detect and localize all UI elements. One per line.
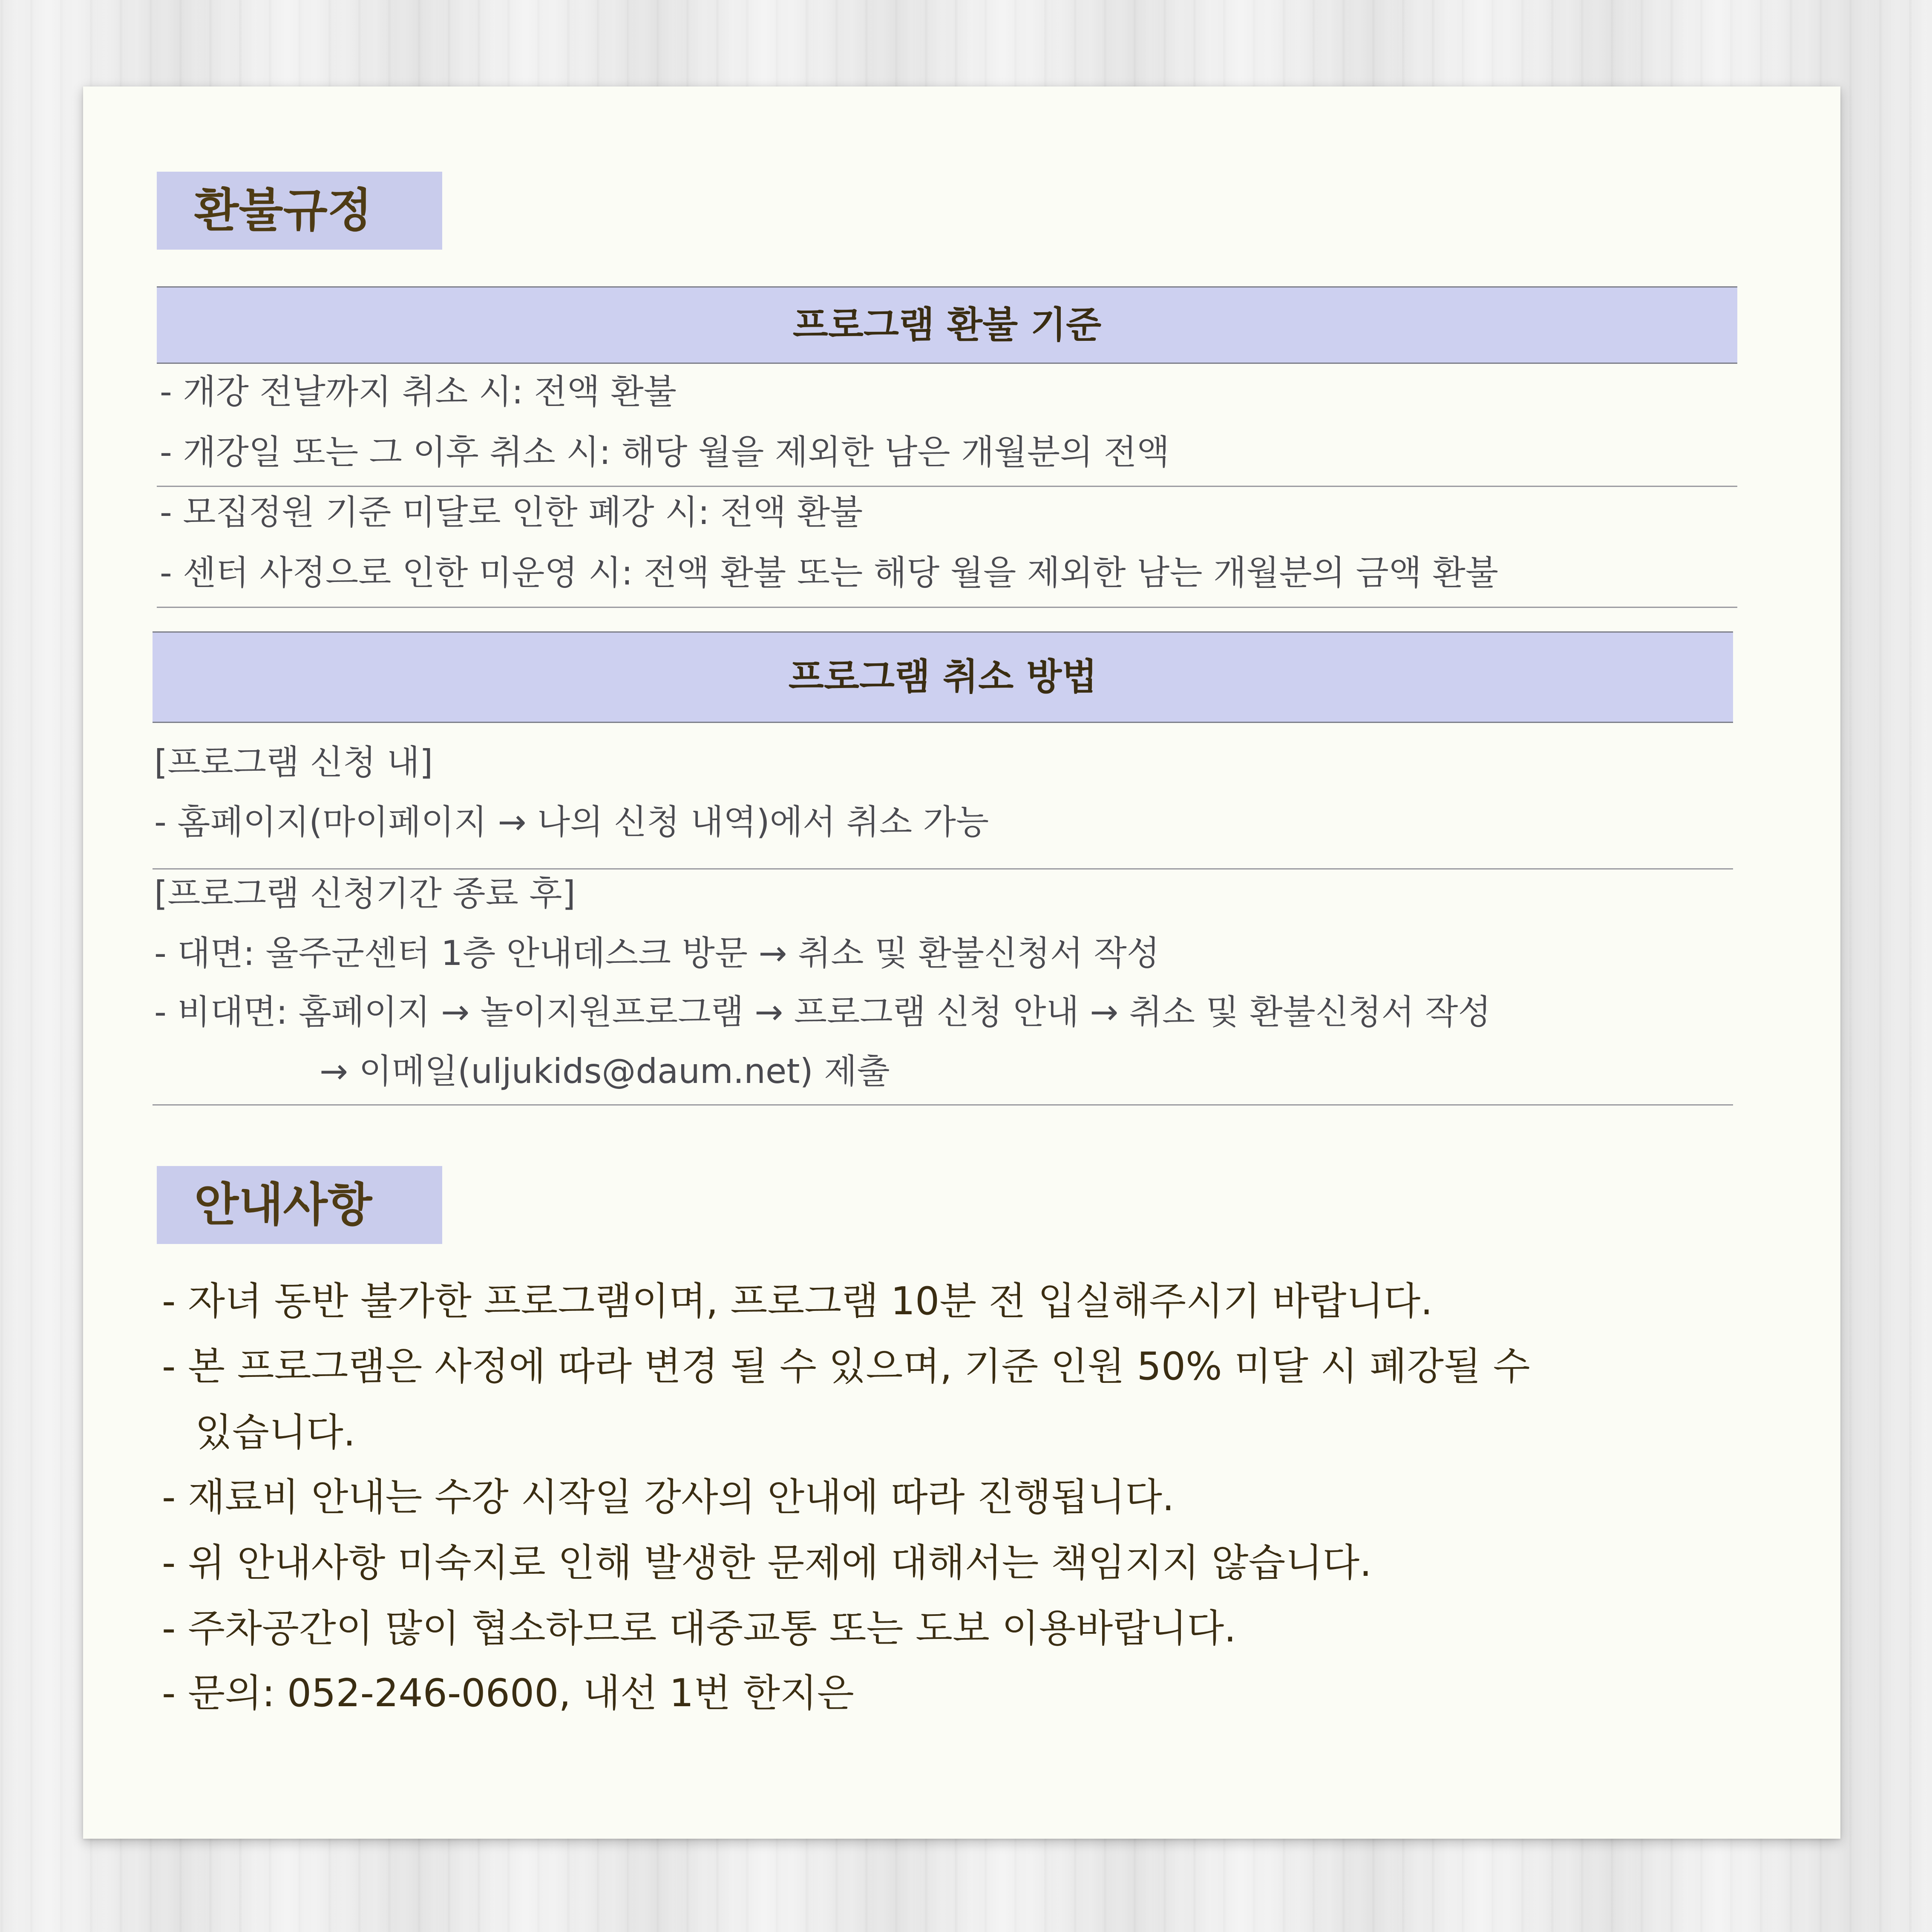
- refund-criteria-line: - 개강 전날까지 취소 시: 전액 환불: [160, 372, 677, 412]
- notice-item: - 재료비 안내는 수강 시작일 강사의 안내에 따라 진행됩니다.: [162, 1475, 1175, 1520]
- cancel-method-line: - 비대면: 홈페이지 → 놀이지원프로그램 → 프로그램 신청 안내 → 취소 및 환불신청서 작성: [154, 992, 1491, 1032]
- cancel-method-line: - 대면: 울주군센터 1층 안내데스크 방문 → 취소 및 환불신청서 작성: [154, 933, 1160, 973]
- notice-title: 안내사항: [157, 1166, 442, 1244]
- cancel-method-line: - 홈페이지(마이페이지 → 나의 신청 내역)에서 취소 가능: [154, 802, 989, 842]
- divider: [157, 486, 1737, 487]
- divider: [153, 1104, 1733, 1106]
- refund-criteria-header: 프로그램 환불 기준: [157, 286, 1737, 364]
- cancel-method-line: → 이메일(uljukids@daum.net) 제출: [320, 1051, 890, 1091]
- refund-criteria-line: - 개강일 또는 그 이후 취소 시: 해당 월을 제외한 남은 개월분의 전액: [160, 432, 1170, 472]
- notice-item: - 위 안내사항 미숙지로 인해 발생한 문제에 대해서는 책임지지 않습니다.: [162, 1540, 1372, 1585]
- cancel-method-line: [프로그램 신청기간 종료 후]: [154, 874, 576, 913]
- notice-item: - 주차공간이 많이 협소하므로 대중교통 또는 도보 이용바랍니다.: [162, 1606, 1236, 1651]
- divider: [157, 607, 1737, 608]
- refund-criteria-line: - 센터 사정으로 인한 미운영 시: 전액 환불 또는 해당 월을 제외한 남는 개월분의 금액 환불: [160, 553, 1499, 593]
- refund-criteria-line: - 모집정원 기준 미달로 인한 폐강 시: 전액 환불: [160, 492, 863, 532]
- cancel-method-header: 프로그램 취소 방법: [153, 631, 1733, 723]
- notice-item: - 자녀 동반 불가한 프로그램이며, 프로그램 10분 전 입실해주시기 바랍니다.: [162, 1279, 1433, 1324]
- notice-item: 있습니다.: [195, 1410, 356, 1455]
- notice-item: - 본 프로그램은 사정에 따라 변경 될 수 있으며, 기준 인원 50% 미달 시 폐강될 수: [162, 1344, 1530, 1389]
- refund-policy-title: 환불규정: [157, 172, 442, 250]
- divider: [153, 868, 1733, 870]
- notice-item: - 문의: 052-246-0600, 내선 1번 한지은: [162, 1671, 854, 1716]
- cancel-method-line: [프로그램 신청 내]: [154, 743, 433, 782]
